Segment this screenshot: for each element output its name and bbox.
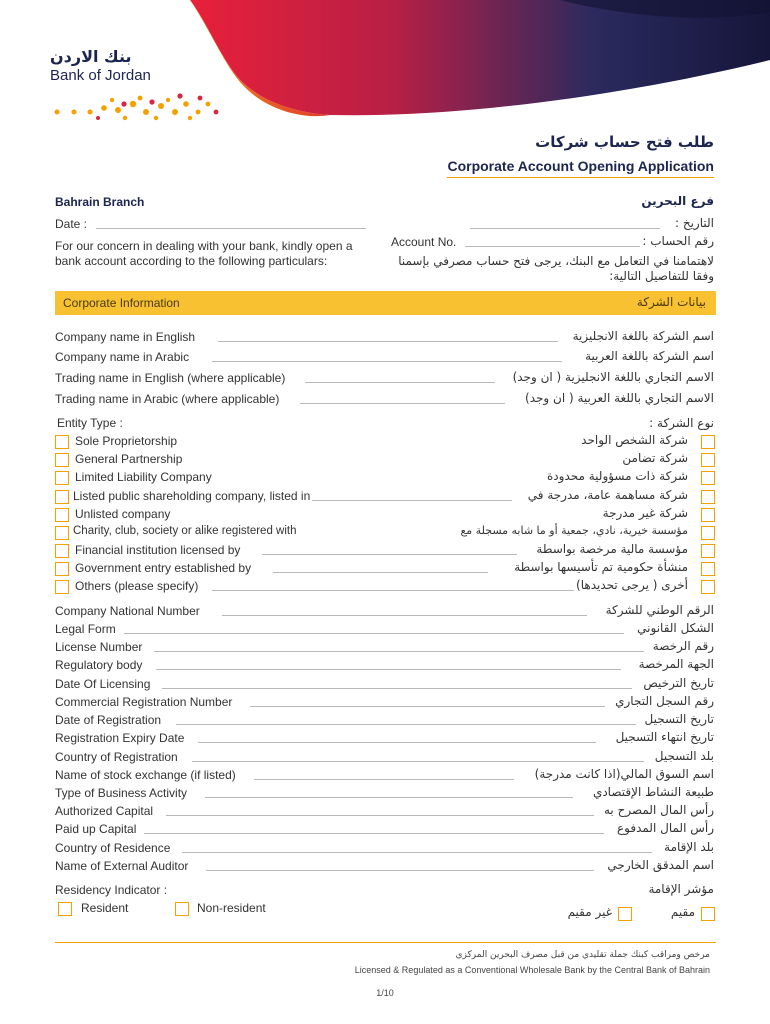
registration-expiry-date-field[interactable] — [198, 742, 596, 743]
checkbox-financial-institution-arabic[interactable] — [701, 544, 715, 558]
license-number-label: License Number — [55, 640, 143, 654]
external-auditor-name-label-arabic: اسم المدقق الخارجي — [607, 858, 714, 872]
option-financial-institution: Financial institution licensed by — [75, 543, 241, 557]
option-sole-proprietorship-arabic: شركة الشخص الواحد — [581, 433, 688, 447]
date-of-registration-label: Date of Registration — [55, 713, 162, 727]
entity-type-label-arabic: نوع الشركة : — [649, 416, 714, 430]
option-sole-proprietorship: Sole Proprietorship — [75, 434, 178, 448]
option-general-partnership: General Partnership — [75, 452, 183, 466]
logo-english: Bank of Jordan — [50, 67, 151, 84]
stock-exchange-name-field[interactable] — [254, 779, 514, 780]
logo-arabic: بنك الاردن — [50, 47, 132, 66]
account-request-text: For our concern in dealing with your bank, kindly open a bank account according to the following particulars: — [55, 239, 353, 268]
license-number-label-arabic: رقم الرخصة — [652, 639, 714, 653]
regulatory-body-label: Regulatory body — [55, 658, 143, 672]
trading-name-english-label: Trading name in English (where applicable) — [55, 371, 286, 385]
option-general-partnership-arabic: شركة تضامن — [622, 451, 688, 465]
external-auditor-name-label: Name of External Auditor — [55, 859, 189, 873]
account-number-label-arabic: رقم الحساب : — [642, 234, 714, 248]
option-others: Others (please specify) — [75, 579, 199, 593]
option-government-entry: Government entry established by — [75, 561, 252, 575]
date-label-arabic: التاريخ : — [674, 216, 714, 230]
entity-type-label: Entity Type : — [57, 416, 123, 430]
section-header-corporate-information — [55, 291, 716, 315]
license-number-field[interactable] — [154, 651, 644, 652]
established-by-field[interactable] — [273, 572, 488, 573]
non-resident-option-arabic: غير مقيم — [567, 905, 612, 919]
footer-license-english: Licensed & Regulated as a Conventional Wholesale Bank by the Central Bank of Bahrain — [354, 965, 710, 975]
form-title-english: Corporate Account Opening Application — [447, 158, 714, 178]
company-national-number-label: Company National Number — [55, 604, 200, 618]
checkbox-listed-public-shareholding[interactable] — [55, 490, 69, 504]
section-title: Corporate Information — [63, 296, 180, 310]
checkbox-general-partnership-arabic[interactable] — [701, 453, 715, 467]
checkbox-sole-proprietorship-arabic[interactable] — [701, 435, 715, 449]
checkbox-charity-club-society[interactable] — [55, 526, 69, 540]
decorative-dots — [55, 96, 211, 121]
option-limited-liability-company-arabic: شركة ذات مسؤولية محدودة — [547, 469, 688, 483]
country-of-residence-field[interactable] — [182, 852, 652, 853]
company-name-english-field[interactable] — [218, 341, 558, 342]
section-title-arabic: بيانات الشركة — [636, 295, 706, 309]
stock-exchange-name-label-arabic: اسم السوق المالي(اذا كانت مدرجة) — [534, 767, 714, 781]
checkbox-limited-liability-company[interactable] — [55, 471, 69, 485]
checkbox-non-resident-arabic[interactable] — [618, 907, 632, 921]
option-others-arabic: أخرى ( يرجى تحديدها) — [576, 578, 688, 592]
business-activity-type-label: Type of Business Activity — [55, 786, 188, 800]
country-of-registration-label: Country of Registration — [55, 750, 178, 764]
listed-in-field[interactable] — [312, 500, 512, 501]
regulatory-body-field[interactable] — [156, 669, 621, 670]
option-listed-public-shareholding-arabic: شركة مساهمة عامة، مدرجة في — [527, 488, 688, 502]
resident-option: Resident — [81, 901, 129, 915]
commercial-registration-number-label-arabic: رقم السجل التجاري — [615, 694, 714, 708]
external-auditor-name-field[interactable] — [206, 870, 594, 871]
regulatory-body-label-arabic: الجهة المرخصة — [638, 657, 714, 671]
checkbox-government-entry-arabic[interactable] — [701, 562, 715, 576]
registration-expiry-date-label: Registration Expiry Date — [55, 731, 185, 745]
trading-name-arabic-label-arabic: الاسم التجاري باللغة العربية ( ان وجد) — [525, 391, 714, 405]
residency-indicator-label: Residency Indicator : — [55, 883, 168, 897]
trading-name-arabic-label: Trading name in Arabic (where applicable) — [55, 392, 280, 406]
checkbox-government-entry[interactable] — [55, 562, 69, 576]
date-of-licensing-label-arabic: تاريخ الترخيص — [643, 676, 714, 690]
trading-name-english-label-arabic: الاسم التجاري باللغة الانجليزية ( ان وجد) — [512, 370, 714, 384]
authorized-capital-field[interactable] — [166, 815, 594, 816]
business-activity-type-field[interactable] — [205, 797, 573, 798]
branch-label: Bahrain Branch — [55, 195, 145, 209]
date-of-registration-label-arabic: تاريخ التسجيل — [644, 712, 714, 726]
account-request-text-arabic: لاهتمامنا في التعامل مع البنك، يرجى فتح حساب مصرفي بإسمنا وفقا للتفاصيل التالية: — [398, 254, 714, 283]
date-of-registration-field[interactable] — [176, 724, 636, 725]
trading-name-arabic-field[interactable] — [300, 403, 505, 404]
checkbox-resident-arabic[interactable] — [701, 907, 715, 921]
checkbox-sole-proprietorship[interactable] — [55, 435, 69, 449]
checkbox-general-partnership[interactable] — [55, 453, 69, 467]
option-unlisted-company-arabic: شركة غير مدرجة — [602, 506, 688, 520]
trading-name-english-field[interactable] — [305, 382, 495, 383]
country-of-residence-label: Country of Residence — [55, 841, 171, 855]
non-resident-option: Non-resident — [197, 901, 266, 915]
checkbox-unlisted-company-arabic[interactable] — [701, 508, 715, 522]
option-charity-club-society-arabic: مؤسسة خيرية، نادي، جمعية أو ما شابه مسجلة مع — [460, 524, 688, 537]
bank-logo — [50, 47, 160, 84]
business-activity-type-label-arabic: طبيعة النشاط الإقتصادي — [592, 785, 714, 799]
option-limited-liability-company: Limited Liability Company — [75, 470, 212, 484]
branch-label-arabic: فرع البحرين — [641, 194, 714, 208]
paid-up-capital-label: Paid up Capital — [55, 822, 137, 836]
option-charity-club-society: Charity, club, society or alike registered with — [73, 525, 297, 537]
page-number: 1/10 — [376, 988, 394, 998]
authorized-capital-label-arabic: رأس المال المصرح به — [604, 803, 714, 817]
checkbox-non-resident[interactable] — [175, 902, 189, 916]
country-of-residence-label-arabic: بلد الإقامة — [664, 840, 714, 854]
residency-indicator-label-arabic: مؤشر الإقامة — [648, 882, 714, 896]
paid-up-capital-field[interactable] — [144, 833, 604, 834]
date-label: Date : — [55, 217, 88, 231]
footer-license-arabic: مرخص ومراقب كبنك جملة تقليدي من قبل مصرف البحرين المركزي — [455, 950, 710, 960]
form-title-arabic: طلب فتح حساب شركات — [535, 133, 714, 151]
legal-form-label-arabic: الشكل القانوني — [637, 621, 714, 635]
checkbox-limited-liability-company-arabic[interactable] — [701, 471, 715, 485]
footer-divider — [55, 942, 716, 943]
company-national-number-field[interactable] — [222, 615, 587, 616]
checkbox-others[interactable] — [55, 580, 69, 594]
country-of-registration-field[interactable] — [192, 761, 644, 762]
account-number-label: Account No. — [391, 235, 457, 249]
checkbox-resident[interactable] — [58, 902, 72, 916]
option-unlisted-company: Unlisted company — [75, 507, 171, 521]
date-field-arabic[interactable] — [470, 228, 660, 229]
company-national-number-label-arabic: الرقم الوطني للشركة — [605, 603, 714, 617]
stock-exchange-name-label: Name of stock exchange (if listed) — [55, 768, 236, 782]
authorized-capital-label: Authorized Capital — [55, 804, 154, 818]
company-name-english-label: Company name in English — [55, 330, 196, 344]
date-field[interactable] — [96, 228, 366, 229]
date-of-licensing-field[interactable] — [162, 688, 632, 689]
checkbox-financial-institution[interactable] — [55, 544, 69, 558]
legal-form-field[interactable] — [124, 633, 624, 634]
resident-option-arabic: مقيم — [670, 905, 695, 919]
checkbox-others-arabic[interactable] — [701, 580, 715, 594]
company-name-english-label-arabic: اسم الشركة باللغة الانجليزية — [572, 329, 714, 343]
option-financial-institution-arabic: مؤسسة مالية مرخصة بواسطة — [536, 542, 688, 556]
country-of-registration-label-arabic: بلد التسجيل — [654, 749, 714, 763]
others-specify-field[interactable] — [212, 590, 574, 591]
account-number-field[interactable] — [465, 246, 640, 247]
company-name-arabic-field[interactable] — [212, 361, 562, 362]
checkbox-charity-club-society-arabic[interactable] — [701, 526, 715, 540]
company-name-arabic-label-arabic: اسم الشركة باللغة العربية — [585, 349, 714, 363]
checkbox-listed-public-shareholding-arabic[interactable] — [701, 490, 715, 504]
company-name-arabic-label: Company name in Arabic — [55, 350, 190, 364]
legal-form-label: Legal Form — [55, 622, 116, 636]
commercial-registration-number-field[interactable] — [250, 706, 605, 707]
licensed-by-field[interactable] — [262, 554, 517, 555]
date-of-licensing-label: Date Of Licensing — [55, 677, 151, 691]
registration-expiry-date-label-arabic: تاريخ انتهاء التسجيل — [615, 730, 714, 744]
option-listed-public-shareholding: Listed public shareholding company, listed in — [73, 489, 311, 503]
checkbox-unlisted-company[interactable] — [55, 508, 69, 522]
paid-up-capital-label-arabic: رأس المال المدفوع — [616, 821, 714, 835]
commercial-registration-number-label: Commercial Registration Number — [55, 695, 233, 709]
option-government-entry-arabic: منشأة حكومية تم تأسيسها بواسطة — [514, 560, 688, 574]
